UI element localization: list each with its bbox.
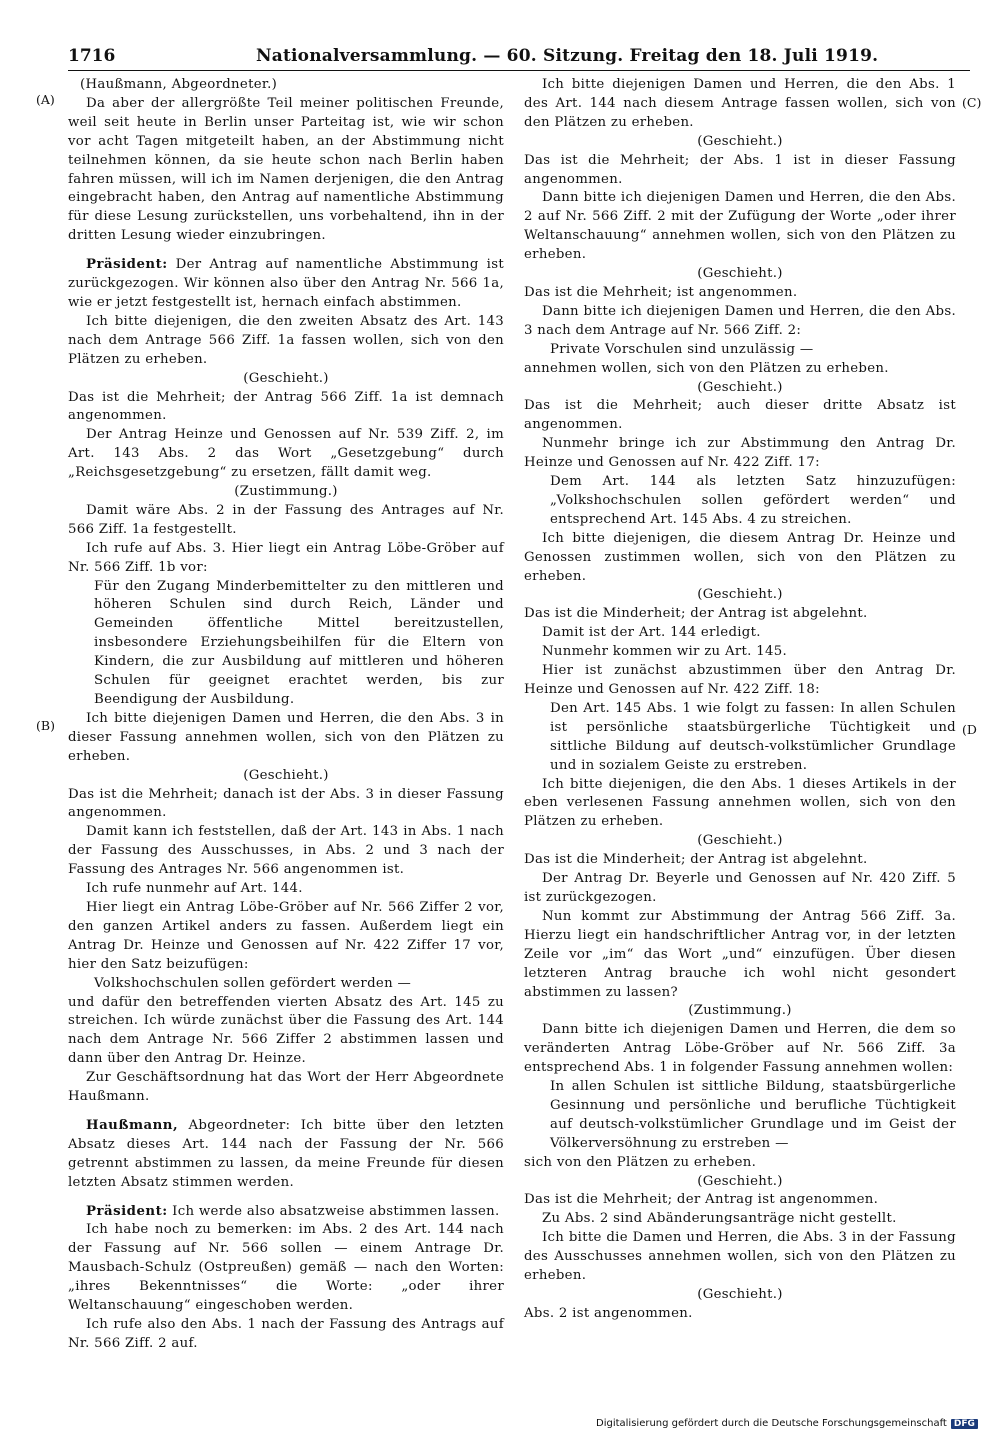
paragraph-text: Ich werde also absatzweise abstimmen lassen. xyxy=(172,1203,500,1219)
paragraph-text: (Geschieht.) xyxy=(697,133,783,149)
paragraph-text: Zur Geschäftsordnung hat das Wort der Herr Abgeordnete Haußmann. xyxy=(68,1070,504,1105)
left-paragraph xyxy=(68,823,504,880)
right-paragraph xyxy=(524,284,956,303)
paragraph-text: Den Art. 145 Abs. 1 wie folgt zu fassen: In allen Schulen ist persönliche staatsbürgerliche Tüchtigkeit und sittliche Bildung auf deutsch-volkstümlicher Grundlage und in sozialem Geiste zu erstreben. xyxy=(550,700,956,773)
right-paragraph xyxy=(524,870,956,908)
right-paragraph xyxy=(524,379,956,398)
paragraph-text: Hier liegt ein Antrag Löbe-Gröber auf Nr. 566 Ziffer 2 vor, den ganzen Artikel anders zu fassen. Außerdem liegt ein Antrag Dr. Heinze und Genossen auf Nr. 422 Ziffer 17 vor, hier den Satz beizufügen: xyxy=(68,899,504,972)
paragraph-text: Abs. 2 ist angenommen. xyxy=(524,1305,693,1321)
left-paragraph xyxy=(68,76,504,95)
paragraph-text: (Geschieht.) xyxy=(697,833,783,849)
paragraph-text: Ich rufe also den Abs. 1 nach der Fassung des Antrags auf Nr. 566 Ziff. 2 auf. xyxy=(68,1317,504,1351)
paragraph-text: (Geschieht.) xyxy=(697,266,783,282)
paragraph-text: Nunmehr bringe ich zur Abstimmung den Antrag Dr. Heinze und Genossen auf Nr. 422 Ziff. 17: xyxy=(524,436,956,471)
left-paragraph xyxy=(68,1316,504,1354)
left-paragraph xyxy=(68,1203,504,1222)
left-paragraph xyxy=(68,994,504,1070)
paragraph-text: Das ist die Minderheit; der Antrag ist abgelehnt. xyxy=(524,606,868,622)
margin-marker-d: (D xyxy=(962,722,977,737)
left-paragraph xyxy=(68,1069,504,1107)
paragraph-text: Für den Zugang Minderbemittelter zu den mittleren und höheren Schulen sind durch Reich, Länder und Gemeinden öffentliche Mittel bereitzustellen, insbesondere Erziehungsbeihilfen für die Eltern von Kindern, die zur Ausbildung auf mittleren und höheren Schulen für geeignet erachtet werden, bis zur Beendigung der Ausbildung. xyxy=(94,578,504,707)
footer-text: Digitalisierung gefördert durch die Deutsche Forschungsgemeinschaft xyxy=(596,1418,947,1429)
right-paragraph xyxy=(524,76,956,133)
right-paragraph xyxy=(524,189,956,265)
paragraph-text: Ich rufe nunmehr auf Art. 144. xyxy=(86,881,303,897)
right-paragraph xyxy=(524,776,956,833)
paragraph-text: Ich habe noch zu bemerken: im Abs. 2 des Art. 144 nach der Fassung auf Nr. 566 sollen — einem Antrage Dr. Mausbach-Schulz (Ostpreußen) gemäß — nach den Worten: „ihres Bekenntnisses“ die Worte: „oder ihrer Weltanschauung“ eingeschoben werden. xyxy=(68,1222,504,1314)
right-paragraph xyxy=(524,1210,956,1229)
right-paragraph xyxy=(524,1286,956,1305)
paragraph-text: annehmen wollen, sich von den Plätzen zu erheben. xyxy=(524,360,889,376)
paragraph-text: (Geschieht.) xyxy=(697,587,783,603)
page-number: 1716 xyxy=(68,46,116,66)
left-paragraph xyxy=(68,786,504,824)
paragraph-text: Das ist die Mehrheit; danach ist der Abs. 3 in dieser Fassung angenommen. xyxy=(68,786,504,821)
speaker-name: Präsident: xyxy=(86,257,168,273)
paragraph-text: (Zustimmung.) xyxy=(234,484,338,500)
footer-credit xyxy=(596,1418,996,1432)
right-paragraph xyxy=(524,1154,956,1173)
paragraph-text: Das ist die Mehrheit; der Antrag 566 Ziff. 1a ist demnach angenommen. xyxy=(68,389,504,424)
right-paragraph xyxy=(524,473,956,530)
paragraph-text: Der Antrag auf namentliche Abstimmung ist zurückgezogen. Wir können also über den Antrag Nr. 566 1a, wie er jetzt festgestellt ist, hernach einfach abstimmen. xyxy=(68,257,504,310)
left-column xyxy=(68,76,504,1354)
paragraph-text: (Haußmann, Abgeordneter.) xyxy=(80,77,278,92)
paragraph-text: (Geschieht.) xyxy=(243,370,329,386)
paragraph-text: sich von den Plätzen zu erheben. xyxy=(524,1154,757,1170)
paragraph-text: Ich bitte diejenigen Damen und Herren, die den Abs. 1 des Art. 144 nach diesem Antrage fassen wollen, sich von den Plätzen zu erheben. xyxy=(524,77,956,130)
paragraph-text: Zu Abs. 2 sind Abänderungsanträge nicht gestellt. xyxy=(542,1211,897,1227)
right-paragraph xyxy=(524,832,956,851)
left-paragraph xyxy=(68,1117,504,1193)
right-paragraph xyxy=(524,700,956,776)
left-paragraph xyxy=(68,389,504,427)
paragraph-text: Nun kommt zur Abstimmung der Antrag 566 Ziff. 3a. Hierzu liegt ein handschriftlicher Antrag vor, in der letzten Zeile vor „im“ das Wort „und“ einzufügen. Über diesen letzteren Antrag brauche ich wohl nicht gesondert abstimmen zu lassen? xyxy=(524,908,956,1000)
paragraph-text: Da aber der allergrößte Teil meiner politischen Freunde, weil seit heute in Berlin unser Parteitag ist, wie wir schon vor acht Tagen mitgeteilt haben, an der Abstimmung nicht teilnehmen können, da sie heute schon nach Berlin haben fahren müssen, will ich im Namen derjenigen, die den Antrag eingebracht haben, den Antrag auf namentliche Abstimmung für diese Lesung zurückstellen, uns vorbehaltend, ihn in der dritten Lesung wieder einzubringen. xyxy=(68,95,504,244)
paragraph-text: Abgeordneter: Ich bitte über den letzten Absatz dieses Art. 144 nach der Fassung der Nr. 566 getrennt abstimmen zu lassen, da meine Freunde für diesen letzten Absatz stimmen werden. xyxy=(68,1117,505,1190)
right-column xyxy=(524,76,956,1324)
paragraph-text: Das ist die Mehrheit; der Antrag ist angenommen. xyxy=(524,1192,879,1208)
right-paragraph xyxy=(524,586,956,605)
right-paragraph xyxy=(524,643,956,662)
right-paragraph xyxy=(524,360,956,379)
margin-marker-c: (C) xyxy=(962,95,982,110)
left-paragraph xyxy=(68,578,504,710)
paragraph-text: (Zustimmung.) xyxy=(688,1003,792,1019)
page-header xyxy=(68,42,968,72)
paragraph-text: Private Vorschulen sind unzulässig — xyxy=(550,341,814,357)
right-paragraph xyxy=(524,605,956,624)
right-paragraph xyxy=(524,1002,956,1021)
right-paragraph xyxy=(524,1229,956,1286)
left-paragraph xyxy=(68,313,504,370)
right-paragraph xyxy=(524,1078,956,1154)
right-paragraph xyxy=(524,851,956,870)
right-paragraph xyxy=(524,265,956,284)
paragraph-text: und dafür den betreffenden vierten Absatz des Art. 145 zu streichen. Ich würde zunächst über die Fassung des Art. 144 nach dem Antrage Nr. 566 Ziffer 2 abstimmen lassen und dann über den Antrag Dr. Heinze. xyxy=(68,994,504,1067)
paragraph-text: In allen Schulen ist sittliche Bildung, staatsbürgerliche Gesinnung und persönliche und berufliche Tüchtigkeit auf deutsch-volkstümlicher Grundlage und im Geist der Völkerversöhnung zu erstreben — xyxy=(550,1079,956,1151)
paragraph-text: Ich bitte diejenigen, die den Abs. 1 dieses Artikels in der eben verlesenen Fassung annehmen wollen, sich von den Plätzen zu erheben. xyxy=(524,776,956,830)
paragraph-text: Ich bitte die Damen und Herren, die Abs. 3 in der Fassung des Ausschusses annehmen wollen, sich von den Plätzen zu erheben. xyxy=(524,1230,956,1284)
paragraph-text: Nunmehr kommen wir zu Art. 145. xyxy=(542,644,788,660)
paragraph-text: Ich rufe auf Abs. 3. Hier liegt ein Antrag Löbe-Gröber auf Nr. 566 Ziff. 1b vor: xyxy=(68,540,504,575)
paragraph-text: (Geschieht.) xyxy=(697,379,783,395)
left-paragraph xyxy=(68,426,504,483)
paragraph-text: Der Antrag Dr. Beyerle und Genossen auf Nr. 420 Ziff. 5 ist zurückgezogen. xyxy=(524,871,956,905)
paragraph-text: Dem Art. 144 als letzten Satz hinzuzufügen: „Volkshochschulen sollen gefördert werden“ und entsprechend Art. 145 Abs. 4 zu streichen. xyxy=(550,474,956,527)
left-paragraph xyxy=(68,540,504,578)
right-paragraph xyxy=(524,1191,956,1210)
paragraph-text: Der Antrag Heinze und Genossen auf Nr. 539 Ziff. 2, im Art. 143 Abs. 2 das Wort „Gesetzgebung“ durch „Reichsgesetzgebung“ zu ersetzen, fällt damit weg. xyxy=(68,427,504,481)
right-paragraph xyxy=(524,1021,956,1078)
speaker-name: Haußmann, xyxy=(86,1117,179,1133)
right-paragraph xyxy=(524,1173,956,1192)
right-paragraph xyxy=(524,133,956,152)
paragraph-text: Das ist die Mehrheit; der Abs. 1 ist in dieser Fassung angenommen. xyxy=(524,152,956,187)
right-paragraph xyxy=(524,435,956,473)
paragraph-text: Damit ist der Art. 144 erledigt. xyxy=(542,625,761,641)
left-paragraph xyxy=(68,256,504,313)
paragraph-text: (Geschieht.) xyxy=(697,1287,783,1302)
speaker-name: Präsident: xyxy=(86,1203,168,1219)
paragraph-text: Dann bitte ich diejenigen Damen und Herren, die den Abs. 3 nach dem Antrage auf Nr. 566 Ziff. 2: xyxy=(524,303,956,338)
page-title: Nationalversammlung. — 60. Sitzung. Freitag den 18. Juli 1919. xyxy=(256,46,879,66)
paragraph-text: Dann bitte ich diejenigen Damen und Herren, die dem so veränderten Antrag Löbe-Gröber auf Nr. 566 Ziff. 3a entsprechend Abs. 1 in folgender Fassung annehmen wollen: xyxy=(524,1022,956,1076)
left-paragraph xyxy=(68,95,504,246)
right-paragraph xyxy=(524,908,956,1003)
paragraph-text: Dann bitte ich diejenigen Damen und Herren, die den Abs. 2 auf Nr. 566 Ziff. 2 mit der Zufügung der Worte „oder ihrer Weltanschauung“ annehmen wollen, sich von den Plätzen zu erheben. xyxy=(524,190,956,263)
left-paragraph xyxy=(68,370,504,389)
paragraph-text: Damit wäre Abs. 2 in der Fassung des Antrages auf Nr. 566 Ziff. 1a festgestellt. xyxy=(68,502,504,537)
paragraph-text: Das ist die Minderheit; der Antrag ist abgelehnt. xyxy=(524,852,868,868)
paragraph-text: Damit kann ich feststellen, daß der Art. 143 in Abs. 1 nach der Fassung des Ausschusses, in Abs. 2 und 3 nach der Fassung des Antrages Nr. 566 angenommen ist. xyxy=(68,824,504,878)
paragraph-text: Das ist die Mehrheit; ist angenommen. xyxy=(524,284,798,300)
left-paragraph xyxy=(68,767,504,786)
paragraph-text: Hier ist zunächst abzustimmen über den Antrag Dr. Heinze und Genossen auf Nr. 422 Ziff. 18: xyxy=(524,663,956,697)
paragraph-text: Das ist die Mehrheit; auch dieser dritte Absatz ist angenommen. xyxy=(524,398,956,433)
left-paragraph xyxy=(68,483,504,502)
paragraph-text: Ich bitte diejenigen, die diesem Antrag Dr. Heinze und Genossen zustimmen wollen, sich von den Plätzen zu erheben. xyxy=(524,530,956,584)
right-paragraph xyxy=(524,341,956,360)
right-paragraph xyxy=(524,662,956,700)
paragraph-text: (Geschieht.) xyxy=(697,1173,783,1189)
right-paragraph xyxy=(524,152,956,190)
dfg-logo: DFG xyxy=(951,1419,978,1429)
right-paragraph xyxy=(524,1305,956,1324)
paragraph-text: Ich bitte diejenigen, die den zweiten Absatz des Art. 143 nach dem Antrage 566 Ziff. 1a fassen wollen, sich von den Plätzen zu erheben. xyxy=(68,313,504,367)
paragraph-text: (Geschieht.) xyxy=(243,767,329,783)
left-paragraph xyxy=(68,710,504,767)
left-paragraph xyxy=(68,899,504,975)
paragraph-text: Volkshochschulen sollen gefördert werden — xyxy=(94,975,412,991)
right-paragraph xyxy=(524,530,956,587)
left-paragraph xyxy=(68,1221,504,1316)
right-paragraph xyxy=(524,397,956,435)
left-paragraph xyxy=(68,502,504,540)
margin-marker-b: (B) xyxy=(36,718,55,733)
left-paragraph xyxy=(68,975,504,994)
right-paragraph xyxy=(524,624,956,643)
paragraph-text: Ich bitte diejenigen Damen und Herren, die den Abs. 3 in dieser Fassung annehmen wollen, sich von den Plätzen zu erheben. xyxy=(68,710,504,764)
right-paragraph xyxy=(524,303,956,341)
margin-marker-a: (A) xyxy=(36,92,55,107)
left-paragraph xyxy=(68,880,504,899)
header-rule xyxy=(68,70,970,71)
